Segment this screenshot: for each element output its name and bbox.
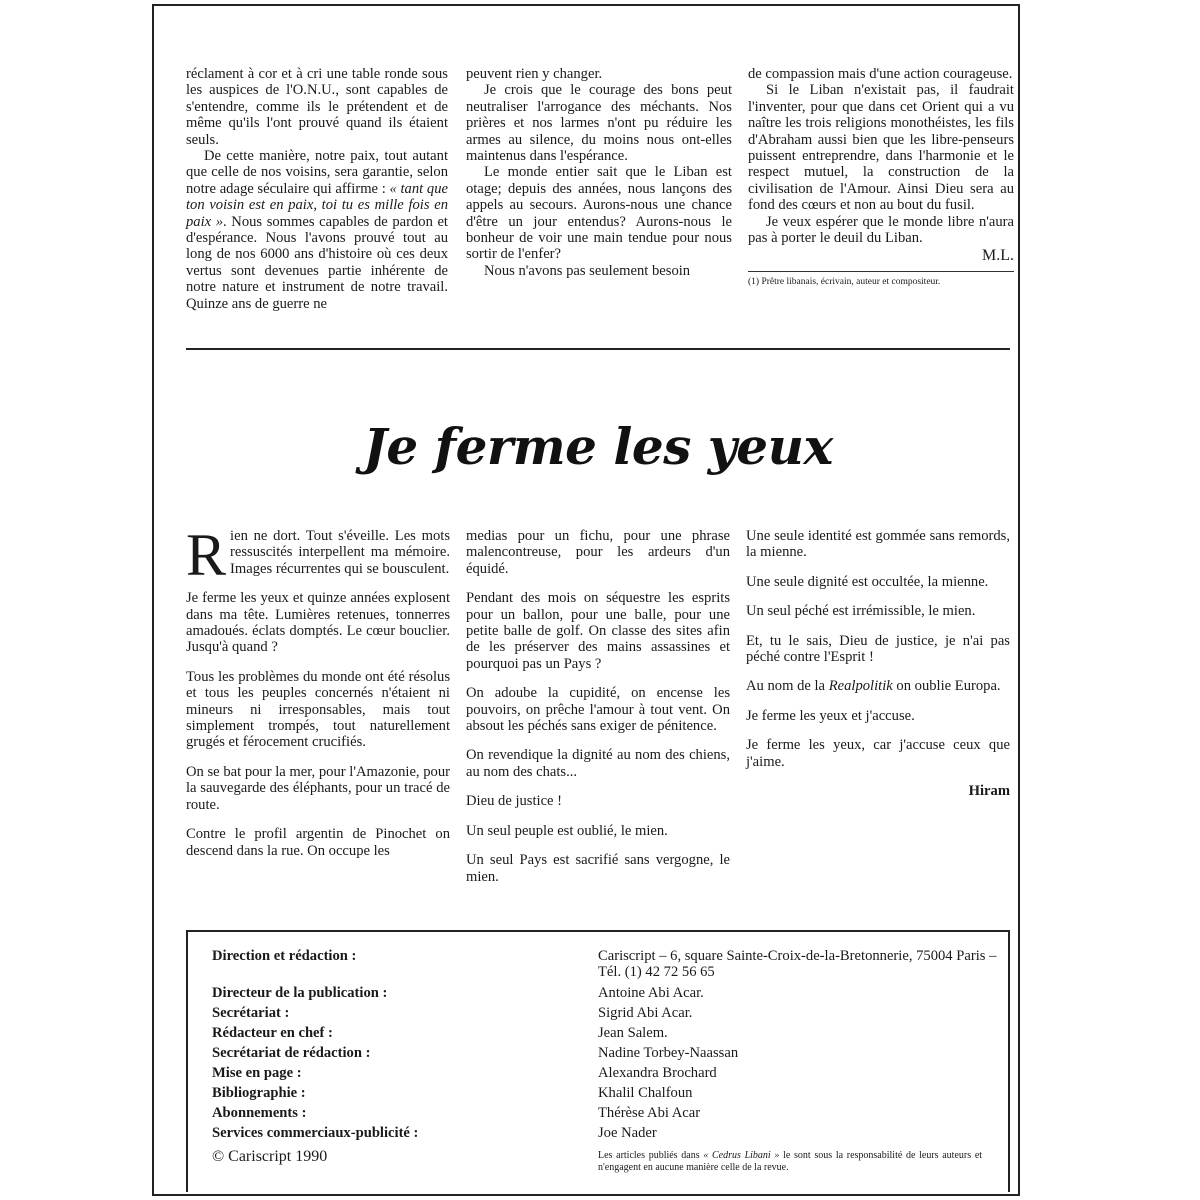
copyright: © Cariscript 1990	[212, 1148, 328, 1165]
disclaimer: Les articles publiés dans « Cedrus Libani » le sont sous la responsabilité de leurs auteurs et n'engagent en aucune manière celle de la revue.	[598, 1150, 983, 1173]
paragraph: De cette manière, notre paix, tout autant que celle de nos voisins, sera garantie, selon notre adage séculaire qui affirme : « tant que ton voisin est en paix, toi tu es mille fois en paix ». Nous sommes capables de pardon et d'espérance. Nous l'avons prouvé tout au long de nos 6000 ans d'histoire où ces deux vertus sont devenues partie inhérente de notre nature et instrument de notre travail. Quinze ans de guerre ne	[186, 148, 448, 312]
paragraph: On revendique la dignité au nom des chiens, au nom des chats...	[466, 747, 730, 780]
paragraph: Pendant des mois on séquestre les esprits pour un ballon, pour une balle, pour une petite balle de golf. On classe des sites afin de les préserver des mains assassines et pourquoi pas un Pays ?	[466, 590, 730, 672]
paragraph: Je ferme les yeux et j'accuse.	[746, 707, 915, 724]
paragraph: Contre le profil argentin de Pinochet on descend dans la rue. On occupe les	[186, 826, 450, 859]
quoted-adage: « tant que ton voisin est en paix, toi tu es mille fois en paix »	[186, 180, 448, 230]
masthead-label: Secrétariat de rédaction :	[212, 1045, 371, 1061]
top-article-column-3	[748, 66, 1014, 288]
paragraph: Une seule identité est gommée sans remords, la mienne.	[746, 528, 1010, 561]
paragraph: Une seule dignité est occultée, la mienne.	[746, 573, 989, 590]
masthead-label: Abonnements :	[212, 1105, 307, 1121]
masthead-label: Mise en page :	[212, 1065, 302, 1081]
masthead-box	[186, 930, 1010, 1192]
paragraph: réclament à cor et à cri une table ronde sous les auspices de l'O.N.U., sont capables de s'entendre, comme ils le prétendent et de même qu'ils l'ont prouvé quand ils étaient seuls.	[186, 66, 448, 148]
paragraph: Si le Liban n'existait pas, il faudrait l'inventer, pour que dans cet Orient qui a vu naître les trois religions monothéistes, les fils d'Abraham aussi bien que les libre-penseurs puissent entreprendre, dans l'harmonie et le respect mutuel, la construction de la civilisation de l'Amour. Ainsi Dieu sera au fond des cœurs et non au bout du fusil.	[748, 82, 1014, 214]
paragraph: Je ferme les yeux, car j'accuse ceux que j'aime.	[746, 737, 1010, 770]
masthead-label: Services commerciaux-publicité :	[212, 1125, 419, 1141]
masthead-value: Cariscript – 6, square Sainte-Croix-de-la-Bretonnerie, 75004 Paris – Tél. (1) 42 72 56 65	[598, 948, 997, 980]
paragraph: Nous n'avons pas seulement besoin	[484, 262, 691, 279]
paragraph: Au nom de la Realpolitik on oublie Europa.	[746, 678, 1001, 695]
footnote: (1) Prêtre libanais, écrivain, auteur et compositeur.	[748, 271, 1014, 288]
masthead-value: Nadine Torbey-Naassan	[598, 1045, 739, 1061]
masthead-label: Bibliographie :	[212, 1085, 306, 1101]
journal-title: « Cedrus Libani »	[703, 1150, 780, 1161]
masthead-value: Sigrid Abi Acar.	[598, 1005, 693, 1021]
masthead-label: Directeur de la publication :	[212, 985, 388, 1001]
paragraph: Tous les problèmes du monde ont été résolus et tous les peuples concernés n'étaient ni mineurs ni irresponsables, mais tout simplement trompés, tout naturellement grugés et férocement crucifiés.	[186, 668, 450, 751]
masthead-row	[212, 948, 1002, 982]
top-article-column-2	[466, 66, 732, 279]
paragraph: Et, tu le sais, Dieu de justice, je n'ai pas péché contre l'Esprit !	[746, 632, 1010, 666]
paragraph: medias pour un fichu, pour une phrase malencontreuse, pour les ardeurs d'un équidé.	[466, 528, 730, 577]
article-signature: M.L.	[982, 247, 1014, 265]
masthead-value: Joe Nader	[598, 1125, 657, 1141]
paragraph: Un seul péché est irrémissible, le mien.	[746, 603, 976, 620]
paragraph: On se bat pour la mer, pour l'Amazonie, pour la sauvegarde des éléphants, pour un tracé de route.	[186, 763, 450, 813]
poem-column-2	[466, 528, 730, 898]
section-divider	[186, 348, 1010, 350]
paragraph: Rien ne dort. Tout s'éveille. Les mots ressuscités interpellent ma mémoire. Images récurrentes qui se bousculent.	[186, 522, 450, 588]
paragraph: On adoube la cupidité, on encense les pouvoirs, on prêche l'amour à tout vent. On absout les péchés sans exiger de pénitence.	[466, 685, 730, 735]
poem-column-1	[186, 522, 450, 872]
masthead-label: Rédacteur en chef :	[212, 1025, 333, 1041]
paragraph: Dieu de justice !	[466, 793, 563, 810]
poem-signature: Hiram	[968, 783, 1010, 800]
masthead-label: Direction et rédaction :	[212, 948, 357, 964]
paragraph: Un seul Pays est sacrifié sans vergogne, le mien.	[466, 852, 730, 885]
article-headline: Je ferme les yeux	[363, 417, 833, 476]
masthead-value: Jean Salem.	[598, 1025, 668, 1041]
paragraph: de compassion mais d'une action courageuse.	[748, 66, 1013, 82]
paragraph: Je ferme les yeux et quinze années explosent dans ma tête. Lumières retenues, tonnerres amadoués. éclats domptés. Le cœur bouclier. Jusqu'à quand ?	[186, 590, 450, 656]
realpolitik-term: Realpolitik	[828, 678, 893, 695]
poem-column-3	[746, 528, 1010, 799]
masthead-value: Antoine Abi Acar.	[598, 985, 704, 1001]
paragraph: Le monde entier sait que le Liban est otage; depuis des années, nous lançons des appels au secours. Aurons-nous une chance d'être un jour entendus? Aurons-nous le bonheur de voir une main tendue pour nous sortir de l'enfer?	[466, 164, 732, 263]
drop-cap: R	[186, 522, 227, 588]
paragraph: Je crois que le courage des bons peut neutraliser l'arrogance des méchants. Nos prières et nos larmes n'ont pu réduire les armes au silence, du moins nous ont-elles maintenus dans l'espérance.	[466, 82, 732, 165]
masthead-label: Secrétariat :	[212, 1005, 290, 1021]
masthead-value: Khalil Chalfoun	[598, 1085, 693, 1101]
paragraph: Un seul peuple est oublié, le mien.	[466, 822, 668, 839]
paragraph: peuvent rien y changer.	[466, 66, 603, 82]
paragraph: Je veux espérer que le monde libre n'aura pas à porter le deuil du Liban.	[748, 213, 1014, 247]
masthead-value: Alexandra Brochard	[598, 1065, 717, 1081]
top-article-column-1	[186, 66, 448, 312]
masthead-value: Thérèse Abi Acar	[598, 1105, 701, 1121]
